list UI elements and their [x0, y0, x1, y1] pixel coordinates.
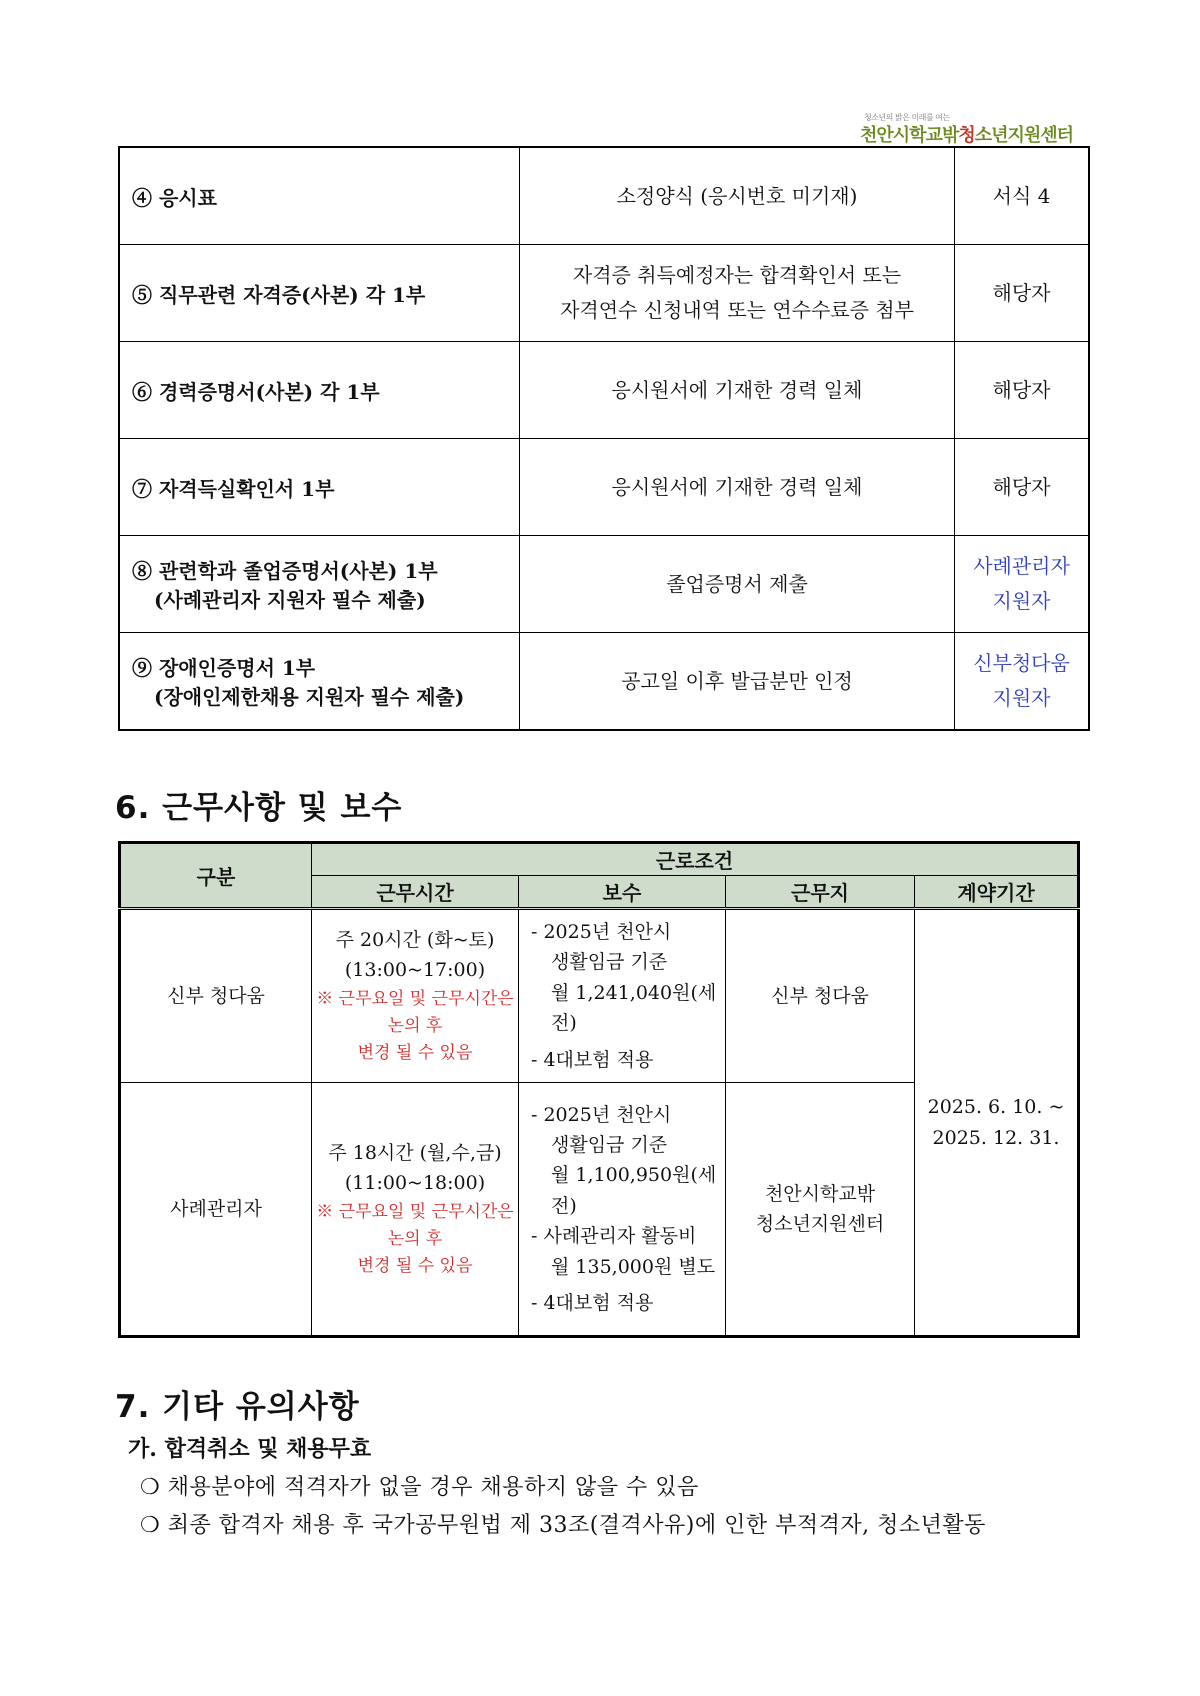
pay-line: - 2025년 천안시: [531, 921, 672, 944]
hours-time: (11:00~18:00): [344, 1172, 486, 1195]
header-pay: 보수: [519, 876, 726, 909]
header-category: 구분: [120, 843, 312, 909]
document-item-label: ⑦ 자격득실확인서 1부: [132, 476, 335, 501]
hours-note: 논의 후: [387, 1228, 443, 1249]
table-row: [119, 147, 1089, 245]
work-conditions-table: [118, 841, 1080, 1338]
pay-line: 월 135,000원 별도: [551, 1255, 716, 1278]
table-row: [119, 342, 1089, 439]
contract-end: 2025. 12. 31.: [932, 1126, 1060, 1149]
description-line: 응시원서에 기재한 경력 일체: [611, 474, 863, 499]
row-location: [726, 1083, 915, 1337]
document-item-label: ⑤ 직무관련 자격증(사본) 각 1부: [132, 282, 426, 307]
header-hours: 근무시간: [312, 876, 519, 909]
table-row: [120, 909, 1079, 1083]
hours-text: 주 20시간 (화~토): [335, 928, 495, 951]
table-row: [119, 633, 1089, 731]
row-location: [726, 909, 915, 1083]
hours-note: 변경 될 수 있음: [357, 1042, 473, 1063]
table-row: [119, 439, 1089, 536]
location-line: 신부 청다움: [771, 984, 869, 1007]
hours-note: 변경 될 수 있음: [357, 1255, 473, 1276]
pay-line: 생활임금 기준: [551, 951, 668, 974]
description-line: 졸업증명서 제출: [666, 571, 808, 596]
document-description: [520, 633, 955, 731]
document-item: [119, 147, 520, 245]
section7-body: [128, 1430, 1108, 1546]
target-line: 사례관리자: [973, 554, 1070, 578]
required-documents-table: [118, 146, 1090, 731]
target-line: 해당자: [992, 280, 1051, 305]
document-item: [119, 245, 520, 342]
hours-note: 논의 후: [387, 1015, 443, 1036]
target-line: 서식 4: [992, 183, 1051, 208]
document-item: [119, 342, 520, 439]
pay-line: 월 1,241,040원(세전): [551, 981, 717, 1035]
document-description: [520, 147, 955, 245]
description-line: 응시원서에 기재한 경력 일체: [611, 377, 863, 402]
document-target: [955, 245, 1090, 342]
row-hours: [312, 1083, 519, 1337]
document-target: [955, 342, 1090, 439]
pay-line: - 4대보험 적용: [531, 1048, 654, 1071]
pay-line: - 2025년 천안시: [531, 1103, 672, 1126]
contract-period: [915, 909, 1079, 1337]
hours-note: ※ 근무요일 및 근무시간은: [316, 988, 514, 1009]
pay-line: 월 1,100,950원(세전): [551, 1164, 717, 1217]
row-pay: [519, 909, 726, 1083]
document-target: [955, 147, 1090, 245]
document-item-note: (사례관리자 지원자 필수 제출): [154, 588, 426, 612]
logo-tagline: 청소년의 밝은 미래를 여는: [864, 113, 950, 122]
table-row: [119, 245, 1089, 342]
description-line: 자격증 취득예정자는 합격확인서 또는: [572, 263, 902, 287]
document-target: [955, 439, 1090, 536]
contract-start: 2025. 6. 10. ~: [927, 1096, 1065, 1119]
pay-line: - 사례관리자 활동비: [531, 1225, 697, 1248]
list-item: ❍ 채용분야에 적격자가 없을 경우 채용하지 않을 수 있음: [140, 1474, 699, 1500]
document-item: [119, 439, 520, 536]
section7-title: 7. 기타 유의사항: [115, 1389, 360, 1425]
header-conditions: 근로조건: [312, 843, 1079, 876]
description-line: 자격연수 신청내역 또는 연수수료증 첨부: [560, 298, 914, 322]
row-category: 사례관리자: [120, 1083, 312, 1337]
document-item-label: ⑥ 경력증명서(사본) 각 1부: [132, 379, 380, 404]
document-item-label: ⑧ 관련학과 졸업증명서(사본) 1부: [132, 559, 438, 583]
document-description: [520, 245, 955, 342]
table-row: [119, 536, 1089, 633]
target-line: 신부청다움: [973, 651, 1070, 675]
document-item-label: ⑨ 장애인증명서 1부: [132, 656, 316, 680]
logo-name-b: 소년지원센터: [974, 125, 1074, 146]
pay-line: 생활임금 기준: [551, 1134, 668, 1157]
description-line: 소정양식 (응시번호 미기재): [616, 183, 858, 208]
document-description: [520, 439, 955, 536]
target-line: 지원자: [992, 686, 1051, 710]
header-contract: 계약기간: [915, 876, 1079, 909]
logo-name-highlight: 청: [958, 125, 975, 146]
row-pay: [519, 1083, 726, 1337]
logo-name: [860, 121, 1073, 147]
hours-time: (13:00~17:00): [344, 959, 486, 982]
section6-title: 6. 근무사항 및 보수: [115, 790, 403, 826]
document-target: [955, 536, 1090, 633]
target-line: 해당자: [992, 474, 1051, 499]
document-target: [955, 633, 1090, 731]
document-description: [520, 536, 955, 633]
document-description: [520, 342, 955, 439]
document-item-note: (장애인제한채용 지원자 필수 제출): [154, 685, 465, 709]
list-item: ❍ 최종 합격자 채용 후 국가공무원법 제 33조(결격사유)에 인한 부적격자, 청소년활동: [140, 1513, 986, 1538]
location-line: 청소년지원센터: [755, 1213, 885, 1235]
section7-subhead: 가. 합격취소 및 채용무효: [128, 1436, 372, 1462]
document-item: [119, 633, 520, 731]
description-line: 공고일 이후 발급분만 인정: [621, 668, 853, 693]
logo-name-a: 천안시학교밖: [860, 125, 959, 146]
location-line: 천안시학교밖: [764, 1182, 876, 1205]
row-hours: [312, 909, 519, 1083]
header-location: 근무지: [726, 876, 915, 909]
row-category: 신부 청다움: [120, 909, 312, 1083]
document-item-label: ④ 응시표: [132, 185, 217, 210]
center-logo: [860, 112, 1080, 144]
hours-note: ※ 근무요일 및 근무시간은: [316, 1201, 514, 1222]
hours-text: 주 18시간 (월,수,금): [328, 1141, 502, 1164]
pay-line: - 4대보험 적용: [531, 1291, 654, 1314]
target-line: 해당자: [992, 377, 1051, 402]
target-line: 지원자: [992, 589, 1051, 613]
document-item: [119, 536, 520, 633]
